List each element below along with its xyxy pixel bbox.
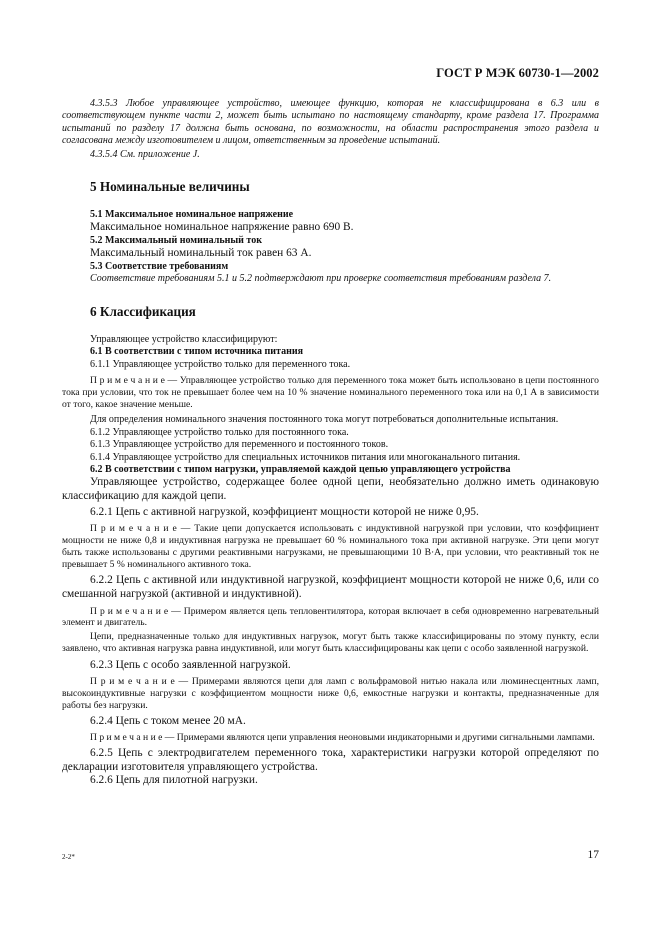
section-6-heading: 6 Классификация [90, 303, 196, 319]
note-text: Такие цепи допускается использовать с индуктивной нагрузкой при условии, что коэффициент мощности не ниже 0,8 и индуктивная нагрузка не превышает 60 % номинального тока при активной нагрузке. Эти цепи могут быть также использованы с другими реактивными нагрузками, не превышающими 10 В·А, при условии, что реактивный ток не превышает 5 % номинального активного тока. [62, 523, 599, 570]
note-6-2-1 [62, 523, 599, 570]
section-6-intro: Управляющее устройство классифицируют: [90, 333, 278, 345]
clause-6-2-4: 6.2.4 Цепь с током менее 20 мА. [90, 714, 246, 727]
note-label: П р и м е ч а н и е — [90, 375, 178, 387]
clause-4-3-5-4: 4.3.5.4 См. приложение J. [90, 148, 200, 160]
note-text: Примерами являются цепи управления неоновыми индикаторными и другими сигнальными лампами. [174, 732, 595, 744]
section-5-heading: 5 Номинальные величины [90, 179, 250, 195]
note-6-2-2 [62, 606, 599, 630]
clause-6-1-1: 6.1.1 Управляющее устройство только для переменного тока. [90, 358, 351, 370]
clause-5-3-text: Соответствие требованиям 5.1 и 5.2 подтверждают при проверке соответствия требованиям раздела 7. [90, 273, 552, 285]
note-label: П р и м е ч а н и е — [90, 605, 181, 617]
note-6-2-4 [62, 732, 599, 744]
clause-6-2-3: 6.2.3 Цепь с особо заявленной нагрузкой. [90, 658, 291, 671]
note-label: П р и м е ч а н и е — [90, 523, 191, 535]
clause-6-2-2: 6.2.2 Цепь с активной или индуктивной нагрузкой, коэффициент мощности которой не ниже 0,6, или со смешанной нагрузкой (активной и индуктивной). [62, 574, 599, 601]
clause-6-2-1: 6.2.1 Цепь с активной нагрузкой, коэффициент мощности которой не ниже 0,95. [90, 505, 479, 518]
note-text: Примером является цепь тепловентилятора, которая включает в себя одновременно нагревательный элемент и двигатель. [62, 605, 599, 629]
clause-6-2-heading: 6.2 В соответствии с типом нагрузки, управляемой каждой цепью управляющего устройства [90, 464, 511, 476]
note-text: Управляющее устройство только для переменного тока может быть использовано в цепи постоянного тока при условии, что ток не превышает более чем на 10 % значение номинального переменного тока или на 0,1 А в зависимости от того, какое значение меньше. [62, 375, 599, 410]
clause-6-2-6: 6.2.6 Цепь для пилотной нагрузки. [90, 774, 258, 787]
clause-6-1-3: 6.1.3 Управляющее устройство для переменного и постоянного токов. [90, 439, 389, 451]
clause-6-2-5: 6.2.5 Цепь с электродвигателем переменного тока, характеристики нагрузки которой определяют по декларации изготовителя управляющего устройства. [62, 747, 599, 773]
page-number: 17 [587, 849, 599, 861]
clause-5-2-heading: 5.2 Максимальный номинальный ток [90, 235, 262, 247]
note-6-1-1 [62, 375, 599, 410]
clause-5-1-text: Максимальное номинальное напряжение равно 690 В. [90, 221, 354, 234]
note-6-2-3 [62, 676, 599, 711]
clause-5-1-heading: 5.1 Максимальное номинальное напряжение [90, 209, 294, 221]
clause-4-3-5-3: 4.3.5.3 Любое управляющее устройство, имеющее функцию, которая не классифицирована в 6.3 или в соответствующем пункте части 2, может быть испытано по настоящему стандарту, кроме раздела 17. Программа испытаний по разделу 17 должна быть основана, по возможности, на области распространения этого раздела и согласована между изготовителем и лицом, ответственным за проведение испытаний. [62, 98, 599, 147]
standard-header: ГОСТ Р МЭК 60730-1—2002 [436, 66, 599, 80]
clause-6-1-extra: Для определения номинального значения постоянного тока могут потребоваться дополнительные испытания. [90, 414, 559, 426]
clause-5-3-heading: 5.3 Соответствие требованиям [90, 261, 229, 273]
page-content [62, 98, 599, 788]
clause-5-2-text: Максимальный номинальный ток равен 63 А. [90, 247, 312, 260]
clause-6-2-text: Управляющее устройство, содержащее более одной цепи, необязательно должно иметь одинаковую классификацию для каждой цепи. [62, 476, 599, 503]
note-label: П р и м е ч а н и е — [90, 732, 175, 744]
note-6-2-2-continued: Цепи, предназначенные только для индуктивных нагрузок, могут быть также классифицированы по этому пункту, если заявлено, что активная нагрузка равна индуктивной, или могут быть классифицированы как цепи с особо заявленной нагрузкой. [62, 631, 599, 655]
sheet-mark: 2-2* [62, 853, 75, 861]
note-label: П р и м е ч а н и е — [90, 676, 189, 688]
clause-6-1-2: 6.1.2 Управляющее устройство только для постоянного тока. [90, 426, 349, 438]
clause-6-1-4: 6.1.4 Управляющее устройство для специальных источников питания или многоканального питания. [90, 451, 521, 463]
clause-6-1-heading: 6.1 В соответствии с типом источника питания [90, 346, 304, 358]
note-text: Примерами являются цепи для ламп с вольфрамовой нитью накала или люминесцентных ламп, высокоиндуктивные нагрузки с коэффициентом мощности ниже 0,6, емкостные нагрузки и контакты, предназначенные для работы без нагрузки. [62, 676, 599, 712]
